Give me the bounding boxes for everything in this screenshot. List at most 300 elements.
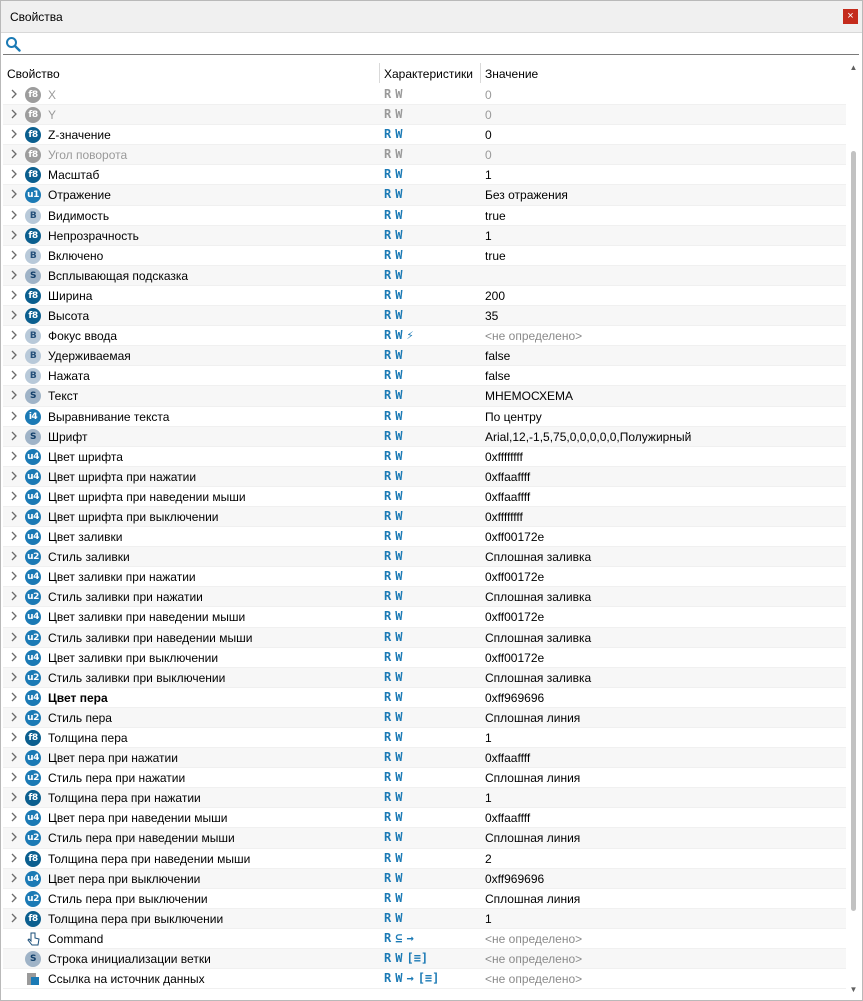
property-flags: [384, 288, 406, 304]
property-flags: [384, 931, 418, 947]
property-name: Цвет шрифта при нажатии: [48, 469, 197, 484]
property-value[interactable]: false: [485, 369, 511, 384]
chevron-right-icon[interactable]: [9, 590, 19, 602]
property-flags: [384, 187, 406, 203]
flag-1: W: [395, 147, 403, 162]
uint4-type-icon: u4: [25, 449, 41, 465]
property-value[interactable]: true: [485, 248, 506, 263]
property-value[interactable]: 0xff00172e: [485, 570, 545, 585]
flag-2: ⚡: [406, 328, 414, 343]
chevron-right-icon[interactable]: [9, 470, 19, 482]
flag-1: W: [395, 267, 403, 282]
chevron-right-icon[interactable]: [9, 450, 19, 462]
chevron-right-icon[interactable]: [9, 530, 19, 542]
property-row[interactable]: [3, 607, 846, 627]
column-divider[interactable]: [480, 63, 481, 83]
property-value[interactable]: 0: [485, 148, 492, 163]
search-input[interactable]: [25, 35, 849, 54]
flag-1: W: [395, 529, 403, 544]
property-name: Видимость: [48, 208, 110, 223]
property-value[interactable]: 0xffffffff: [485, 509, 523, 524]
uint4-type-icon: u4: [25, 609, 41, 625]
property-flags: [384, 650, 406, 666]
flag-0: R: [384, 629, 392, 644]
property-value[interactable]: Без отражения: [485, 188, 568, 203]
property-row[interactable]: [3, 226, 846, 246]
property-row[interactable]: [3, 165, 846, 185]
property-row[interactable]: [3, 668, 846, 688]
scroll-thumb[interactable]: [851, 151, 856, 911]
uint2-type-icon: u2: [25, 630, 41, 646]
chevron-right-icon[interactable]: [9, 771, 19, 783]
property-value[interactable]: 0xffaaffff: [485, 811, 531, 826]
property-value[interactable]: Сплошная заливка: [485, 670, 592, 685]
chevron-right-icon[interactable]: [9, 188, 19, 200]
chevron-right-icon[interactable]: [9, 751, 19, 763]
property-flags: [384, 127, 406, 143]
flag-0: R: [384, 770, 392, 785]
string-type-icon: S: [25, 268, 41, 284]
flag-0: R: [384, 951, 392, 966]
flag-1: W: [395, 850, 403, 865]
chevron-right-icon[interactable]: [9, 289, 19, 301]
property-row[interactable]: [3, 547, 846, 567]
flag-0: R: [384, 308, 392, 323]
property-name: Цвет заливки при наведении мыши: [48, 610, 246, 625]
property-value[interactable]: false: [485, 349, 511, 364]
uint2-type-icon: u2: [25, 710, 41, 726]
property-flags: [384, 790, 406, 806]
property-flags: [384, 87, 406, 103]
property-row[interactable]: [3, 587, 846, 607]
property-name: Стиль заливки при нажатии: [48, 590, 203, 605]
flag-0: R: [384, 870, 392, 885]
flag-0: R: [384, 589, 392, 604]
property-value[interactable]: true: [485, 208, 506, 223]
property-flags: [384, 469, 406, 485]
flag-1: W: [395, 448, 403, 463]
property-value[interactable]: По центру: [485, 409, 542, 424]
property-value[interactable]: 1: [485, 228, 492, 243]
chevron-right-icon[interactable]: [9, 892, 19, 904]
property-value[interactable]: Сплошная линия: [485, 831, 581, 846]
chevron-right-icon[interactable]: [9, 269, 19, 281]
property-list: [3, 85, 846, 989]
uint2-type-icon: u2: [25, 589, 41, 605]
property-row[interactable]: [3, 427, 846, 447]
chevron-right-icon[interactable]: [9, 731, 19, 743]
property-row[interactable]: [3, 748, 846, 768]
property-name: Цвет шрифта: [48, 449, 123, 464]
chevron-right-icon[interactable]: [9, 249, 19, 261]
property-row[interactable]: [3, 386, 846, 406]
chevron-right-icon[interactable]: [9, 691, 19, 703]
chevron-right-icon[interactable]: [9, 389, 19, 401]
property-value[interactable]: Сплошная линия: [485, 710, 581, 725]
flag-1: W: [395, 810, 403, 825]
property-value[interactable]: Arial,12,-1,5,75,0,0,0,0,0,Полужирный: [485, 429, 692, 444]
uint4-type-icon: u4: [25, 529, 41, 545]
flag-1: W: [395, 167, 403, 182]
property-value[interactable]: 0xff00172e: [485, 610, 545, 625]
flag-0: R: [384, 227, 392, 242]
boolean-type-icon: B: [25, 328, 41, 344]
property-value[interactable]: 0xff00172e: [485, 530, 545, 545]
vertical-scrollbar[interactable]: [847, 61, 860, 997]
flag-1: W: [395, 488, 403, 503]
property-name: Цвет пера при выключении: [48, 871, 201, 886]
property-name: Цвет шрифта при наведении мыши: [48, 489, 246, 504]
uint4-type-icon: u4: [25, 469, 41, 485]
property-flags: [384, 409, 406, 425]
flag-0: R: [384, 569, 392, 584]
property-flags: [384, 569, 406, 585]
property-row[interactable]: [3, 105, 846, 125]
property-row[interactable]: [3, 889, 846, 909]
property-value[interactable]: Сплошная заливка: [485, 590, 592, 605]
property-row[interactable]: [3, 768, 846, 788]
property-flags: [384, 167, 406, 183]
float-type-icon: f8: [25, 790, 41, 806]
flag-0: R: [384, 328, 392, 343]
chevron-right-icon[interactable]: [9, 88, 19, 100]
flag-0: R: [384, 910, 392, 925]
chevron-right-icon[interactable]: [9, 912, 19, 924]
flag-0: R: [384, 609, 392, 624]
property-value[interactable]: <не определено>: [485, 972, 583, 987]
flag-0: R: [384, 689, 392, 704]
chevron-right-icon[interactable]: [9, 490, 19, 502]
flag-1: W: [395, 207, 403, 222]
flag-2: [≡]: [406, 951, 429, 966]
property-value[interactable]: МНЕМОСХЕМА: [485, 389, 573, 404]
property-name: Z-значение: [48, 128, 111, 143]
column-divider[interactable]: [379, 63, 380, 83]
flag-0: R: [384, 830, 392, 845]
chevron-right-icon[interactable]: [9, 369, 19, 381]
property-name: Стиль пера при наведении мыши: [48, 831, 235, 846]
column-header-property[interactable]: Свойство: [7, 67, 60, 81]
property-row[interactable]: [3, 407, 846, 427]
property-name: Y: [48, 108, 57, 123]
property-flags: [384, 107, 406, 123]
float-type-icon: f8: [25, 127, 41, 143]
property-value[interactable]: 1: [485, 731, 492, 745]
property-value[interactable]: 0xffaaffff: [485, 751, 531, 766]
property-row[interactable]: [3, 85, 846, 105]
property-value[interactable]: 200: [485, 288, 506, 303]
property-row[interactable]: [3, 246, 846, 266]
property-flags: [384, 489, 406, 505]
flag-1: W: [395, 287, 403, 302]
property-name: Нажата: [48, 369, 90, 384]
property-row[interactable]: [3, 185, 846, 205]
property-name: Цвет шрифта при выключении: [48, 509, 219, 524]
flag-1: W: [395, 870, 403, 885]
property-row[interactable]: [3, 527, 846, 547]
flag-1: W: [395, 790, 403, 805]
flag-0: R: [384, 709, 392, 724]
property-value[interactable]: 35: [485, 309, 499, 324]
property-name: Толщина пера при выключении: [48, 911, 224, 926]
property-value[interactable]: 1: [485, 911, 492, 926]
chevron-right-icon[interactable]: [9, 349, 19, 361]
chevron-right-icon[interactable]: [9, 148, 19, 160]
flag-0: R: [384, 890, 392, 905]
property-row[interactable]: [3, 507, 846, 527]
property-name: X: [48, 88, 57, 102]
column-header-characteristics[interactable]: Характеристики: [384, 67, 473, 81]
flag-0: R: [384, 971, 392, 986]
flag-1: W: [395, 187, 403, 202]
chevron-right-icon[interactable]: [9, 610, 19, 622]
flag-0: R: [384, 207, 392, 222]
flag-0: R: [384, 187, 392, 202]
chevron-right-icon[interactable]: [9, 711, 19, 723]
property-value[interactable]: 0xffaaffff: [485, 469, 531, 484]
flag-1: W: [395, 508, 403, 523]
chevron-right-icon[interactable]: [9, 631, 19, 643]
column-header-value[interactable]: Значение: [485, 67, 539, 81]
property-name: Включено: [48, 248, 104, 263]
property-flags: [384, 589, 406, 605]
property-value[interactable]: <не определено>: [485, 931, 583, 946]
property-value[interactable]: 2: [485, 851, 492, 866]
uint4-type-icon: u4: [25, 569, 41, 585]
scroll-up-arrow-icon[interactable]: ▲: [849, 63, 858, 72]
flag-0: R: [384, 529, 392, 544]
property-flags: [384, 268, 406, 284]
property-value[interactable]: 0xffffffff: [485, 449, 523, 464]
chevron-right-icon[interactable]: [9, 831, 19, 843]
property-value[interactable]: 0xffaaffff: [485, 489, 531, 504]
property-name: Цвет заливки при выключении: [48, 650, 219, 665]
flag-1: W: [395, 328, 403, 343]
property-row[interactable]: [3, 909, 846, 929]
chevron-right-icon[interactable]: [9, 550, 19, 562]
property-row[interactable]: [3, 708, 846, 728]
flag-0: R: [384, 127, 392, 142]
property-flags: [384, 368, 406, 384]
title-bar: [1, 1, 862, 33]
flag-0: R: [384, 147, 392, 162]
property-row[interactable]: [3, 628, 846, 648]
property-name: Цвет пера при нажатии: [48, 751, 178, 766]
uint4-type-icon: u4: [25, 489, 41, 505]
property-value[interactable]: Сплошная заливка: [485, 550, 592, 565]
flag-3: [≡]: [417, 971, 440, 986]
chevron-right-icon[interactable]: [9, 410, 19, 422]
property-name: Цвет заливки при нажатии: [48, 570, 196, 585]
uint4-type-icon: u4: [25, 810, 41, 826]
flag-0: R: [384, 368, 392, 383]
flag-0: R: [384, 810, 392, 825]
property-flags: [384, 208, 406, 224]
property-name: Цвет пера: [48, 690, 108, 705]
chevron-right-icon[interactable]: [9, 108, 19, 120]
property-value[interactable]: 0: [485, 88, 492, 102]
property-row[interactable]: [3, 567, 846, 587]
flag-1: W: [395, 709, 403, 724]
property-name: Стиль пера при нажатии: [48, 771, 186, 786]
property-row[interactable]: [3, 808, 846, 828]
property-row[interactable]: [3, 648, 846, 668]
property-flags: [384, 710, 406, 726]
flag-0: R: [384, 730, 392, 744]
property-name: Текст: [48, 389, 79, 404]
property-flags: [384, 147, 406, 163]
chevron-right-icon[interactable]: [9, 168, 19, 180]
property-name: Цвет заливки: [48, 530, 123, 545]
flag-0: R: [384, 549, 392, 564]
flag-1: W: [395, 428, 403, 443]
property-row[interactable]: [3, 728, 846, 748]
property-value[interactable]: 0xff00172e: [485, 650, 545, 665]
property-row[interactable]: [3, 326, 846, 346]
property-value[interactable]: 1: [485, 168, 492, 183]
property-row[interactable]: [3, 869, 846, 889]
flag-1: W: [395, 971, 403, 986]
uint1-type-icon: u1: [25, 187, 41, 203]
property-flags: [384, 609, 406, 625]
property-name: Ссылка на источник данных: [48, 972, 205, 987]
flag-1: W: [395, 227, 403, 242]
chevron-right-icon[interactable]: [9, 671, 19, 683]
chevron-right-icon[interactable]: [9, 872, 19, 884]
property-value[interactable]: Сплошная линия: [485, 771, 581, 786]
flag-0: R: [384, 649, 392, 664]
property-flags: [384, 810, 406, 826]
property-value[interactable]: Сплошная линия: [485, 891, 581, 906]
scroll-down-arrow-icon[interactable]: ▼: [849, 985, 858, 994]
flag-0: R: [384, 267, 392, 282]
property-name: Непрозрачность: [48, 228, 139, 243]
chevron-right-icon[interactable]: [9, 510, 19, 522]
property-row[interactable]: [3, 206, 846, 226]
chevron-right-icon[interactable]: [9, 570, 19, 582]
property-row[interactable]: [3, 125, 846, 145]
property-row[interactable]: [3, 688, 846, 708]
property-row[interactable]: [3, 929, 846, 949]
chevron-right-icon[interactable]: [9, 128, 19, 140]
string-type-icon: S: [25, 388, 41, 404]
property-value[interactable]: 0: [485, 108, 492, 123]
string-type-icon: S: [25, 951, 41, 967]
property-flags: [384, 449, 406, 465]
uint4-type-icon: u4: [25, 690, 41, 706]
property-name: Стиль пера при выключении: [48, 891, 208, 906]
flag-1: W: [395, 247, 403, 262]
chevron-right-icon[interactable]: [9, 309, 19, 321]
flag-1: W: [395, 569, 403, 584]
chevron-right-icon[interactable]: [9, 811, 19, 823]
flag-0: R: [384, 408, 392, 423]
flag-1: W: [395, 87, 403, 101]
property-row[interactable]: [3, 949, 846, 969]
property-row[interactable]: [3, 969, 846, 989]
property-name: Command: [48, 931, 104, 946]
uint2-type-icon: u2: [25, 770, 41, 786]
flag-0: R: [384, 388, 392, 403]
property-value[interactable]: <не определено>: [485, 952, 583, 967]
property-row[interactable]: [3, 447, 846, 467]
property-name: Толщина пера при наведении мыши: [48, 851, 251, 866]
property-name: Масштаб: [48, 168, 100, 183]
chevron-right-icon[interactable]: [9, 430, 19, 442]
float-type-icon: f8: [25, 851, 41, 867]
property-row[interactable]: [3, 788, 846, 808]
chevron-right-icon[interactable]: [9, 651, 19, 663]
property-flags: [384, 670, 406, 686]
chevron-right-icon[interactable]: [9, 791, 19, 803]
data-source-icon: [25, 971, 41, 987]
property-value[interactable]: 1: [485, 791, 492, 806]
property-row[interactable]: [3, 346, 846, 366]
property-flags: [384, 308, 406, 324]
property-row[interactable]: [3, 286, 846, 306]
float-type-icon: f8: [25, 288, 41, 304]
float-type-icon: f8: [25, 308, 41, 324]
property-value[interactable]: 0xff969696: [485, 871, 545, 886]
flag-0: R: [384, 87, 392, 101]
property-row[interactable]: [3, 487, 846, 507]
property-flags: [384, 871, 406, 887]
property-flags: [384, 348, 406, 364]
chevron-right-icon[interactable]: [9, 209, 19, 221]
property-name: Толщина пера: [48, 731, 128, 745]
property-flags: [384, 248, 406, 264]
property-value[interactable]: 0: [485, 128, 492, 143]
property-name: Отражение: [48, 188, 111, 203]
property-name: Стиль заливки при наведении мыши: [48, 630, 253, 645]
chevron-right-icon[interactable]: [9, 329, 19, 341]
property-value[interactable]: 0xff969696: [485, 690, 545, 705]
property-row[interactable]: [3, 467, 846, 487]
flag-0: R: [384, 348, 392, 363]
chevron-right-icon[interactable]: [9, 229, 19, 241]
table-header: [3, 63, 846, 83]
property-name: Толщина пера при нажатии: [48, 791, 201, 806]
flag-0: R: [384, 247, 392, 262]
property-row[interactable]: [3, 145, 846, 165]
property-row[interactable]: [3, 849, 846, 869]
property-row[interactable]: [3, 266, 846, 286]
uint4-type-icon: u4: [25, 509, 41, 525]
flag-0: R: [384, 850, 392, 865]
float-type-icon: f8: [25, 107, 41, 123]
uint4-type-icon: u4: [25, 650, 41, 666]
property-flags: [384, 690, 406, 706]
boolean-type-icon: B: [25, 348, 41, 364]
property-name: Стиль заливки при выключении: [48, 670, 226, 685]
property-flags: [384, 971, 443, 987]
property-row[interactable]: [3, 306, 846, 326]
property-row[interactable]: [3, 828, 846, 848]
property-name: Строка инициализации ветки: [48, 952, 211, 967]
property-row[interactable]: [3, 366, 846, 386]
property-flags: [384, 549, 406, 565]
property-name: Стиль пера: [48, 710, 112, 725]
property-flags: [384, 750, 406, 766]
property-value[interactable]: Сплошная заливка: [485, 630, 592, 645]
close-button[interactable]: ×: [843, 9, 858, 24]
search-bar: [3, 34, 859, 55]
chevron-right-icon[interactable]: [9, 852, 19, 864]
property-value[interactable]: <не определено>: [485, 329, 583, 344]
flag-1: W: [395, 951, 403, 966]
string-type-icon: S: [25, 429, 41, 445]
flag-1: W: [395, 649, 403, 664]
